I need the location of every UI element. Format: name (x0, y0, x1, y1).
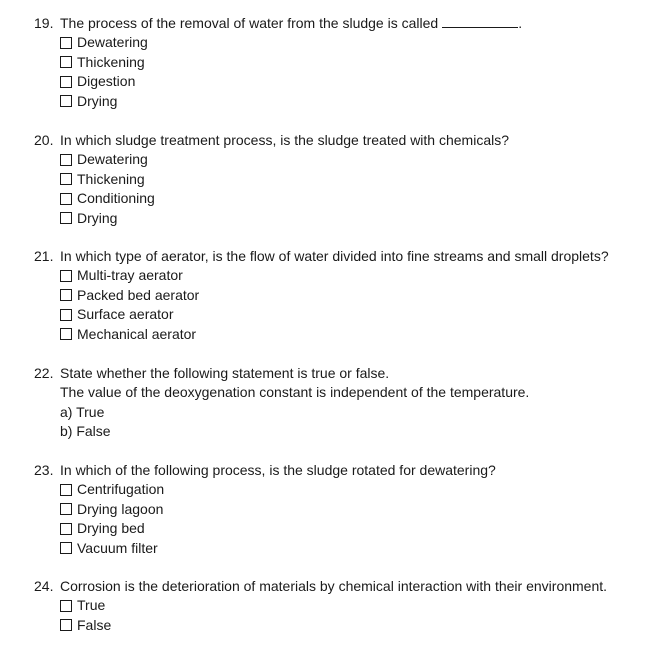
option-centrifugation[interactable]: Centrifugation (60, 480, 664, 499)
option-list (60, 266, 664, 344)
checkbox-icon[interactable] (60, 154, 72, 166)
question-21 (34, 247, 664, 344)
question-header (34, 364, 664, 383)
question-text: State whether the following statement is true or false. (60, 365, 390, 381)
checkbox-icon[interactable] (60, 503, 72, 515)
checkbox-icon[interactable] (60, 309, 72, 321)
question-number: 19. (34, 15, 54, 31)
option-true[interactable]: True (60, 596, 664, 615)
question-text: The process of the removal of water from the sludge is called . (60, 15, 523, 31)
checkbox-icon[interactable] (60, 95, 72, 107)
option-drying-lagoon[interactable]: Drying lagoon (60, 500, 664, 519)
question-19 (34, 14, 664, 111)
option-drying-bed[interactable]: Drying bed (60, 519, 664, 538)
checkbox-icon[interactable] (60, 523, 72, 535)
question-number: 22. (34, 365, 54, 381)
question-text: In which type of aerator, is the flow of water divided into fine streams and small droplets? (60, 248, 609, 264)
question-number: 23. (34, 462, 54, 478)
checkbox-icon[interactable] (60, 193, 72, 205)
question-header (34, 577, 664, 596)
question-23 (34, 461, 664, 558)
option-false[interactable]: False (60, 616, 664, 635)
checkbox-icon[interactable] (60, 484, 72, 496)
checkbox-icon[interactable] (60, 600, 72, 612)
option-list (60, 596, 664, 635)
question-number: 24. (34, 578, 54, 594)
option-true[interactable]: a) True (60, 403, 105, 420)
question-text: In which of the following process, is the sludge rotated for dewatering? (60, 462, 496, 478)
checkbox-icon[interactable] (60, 289, 72, 301)
question-text: Corrosion is the deterioration of materials by chemical interaction with their environment. (60, 578, 608, 594)
option-vacuum-filter[interactable]: Vacuum filter (60, 539, 664, 558)
option-multi-tray-aerator[interactable]: Multi-tray aerator (60, 266, 664, 285)
question-22 (34, 364, 664, 442)
option-conditioning[interactable]: Conditioning (60, 189, 664, 208)
option-false[interactable]: b) False (60, 423, 111, 440)
question-statement: The value of the deoxygenation constant is independent of the temperature. (60, 384, 530, 401)
option-list (60, 480, 664, 558)
option-mechanical-aerator[interactable]: Mechanical aerator (60, 325, 664, 344)
option-drying[interactable]: Drying (60, 209, 664, 228)
option-packed-bed-aerator[interactable]: Packed bed aerator (60, 286, 664, 305)
option-list (60, 150, 664, 228)
option-digestion[interactable]: Digestion (60, 72, 664, 91)
question-number: 20. (34, 132, 54, 148)
question-header (34, 461, 664, 480)
question-text: In which sludge treatment process, is the sludge treated with chemicals? (60, 132, 510, 148)
option-list (60, 33, 664, 111)
checkbox-icon[interactable] (60, 76, 72, 88)
question-number: 21. (34, 248, 54, 264)
checkbox-icon[interactable] (60, 270, 72, 282)
option-thickening[interactable]: Thickening (60, 170, 664, 189)
checkbox-icon[interactable] (60, 37, 72, 49)
answer-blank (442, 15, 518, 28)
option-drying[interactable]: Drying (60, 92, 664, 111)
checkbox-icon[interactable] (60, 542, 72, 554)
option-dewatering[interactable]: Dewatering (60, 33, 664, 52)
question-header (34, 247, 664, 266)
checkbox-icon[interactable] (60, 56, 72, 68)
option-thickening[interactable]: Thickening (60, 53, 664, 72)
checkbox-icon[interactable] (60, 328, 72, 340)
question-header (34, 14, 664, 33)
option-dewatering[interactable]: Dewatering (60, 150, 664, 169)
question-header (34, 131, 664, 150)
option-surface-aerator[interactable]: Surface aerator (60, 305, 664, 324)
checkbox-icon[interactable] (60, 173, 72, 185)
question-24 (34, 577, 664, 635)
question-20 (34, 131, 664, 228)
checkbox-icon[interactable] (60, 619, 72, 631)
checkbox-icon[interactable] (60, 212, 72, 224)
